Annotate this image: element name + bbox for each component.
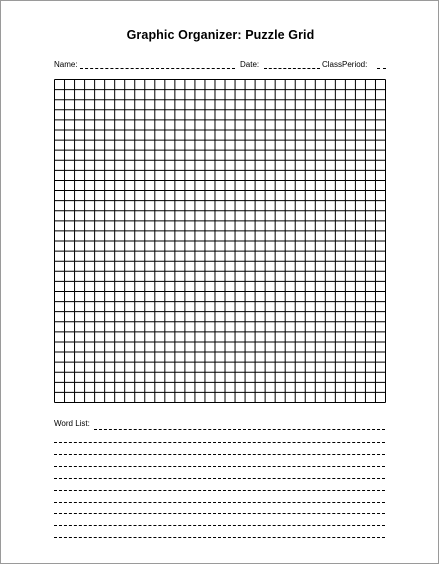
word-list-line[interactable] [54, 466, 385, 467]
name-line[interactable] [80, 68, 235, 69]
class-period-line[interactable] [377, 68, 386, 69]
date-label: Date: [240, 60, 260, 69]
word-list-line[interactable] [94, 429, 385, 430]
header-fields [54, 59, 386, 71]
puzzle-grid [54, 79, 386, 403]
word-list-line[interactable] [54, 442, 385, 443]
word-list-line[interactable] [54, 454, 385, 455]
class-period-label: ClassPeriod: [322, 60, 368, 69]
word-list-line[interactable] [54, 478, 385, 479]
date-line[interactable] [264, 68, 320, 69]
page-title: Graphic Organizer: Puzzle Grid [126, 28, 315, 42]
word-list-line[interactable] [54, 525, 385, 526]
word-list-label: Word List: [54, 419, 90, 428]
word-list-line[interactable] [54, 537, 385, 538]
word-list-line[interactable] [54, 490, 385, 491]
name-label: Name: [54, 60, 78, 69]
word-list-line[interactable] [54, 502, 385, 503]
word-list-line[interactable] [54, 513, 385, 514]
